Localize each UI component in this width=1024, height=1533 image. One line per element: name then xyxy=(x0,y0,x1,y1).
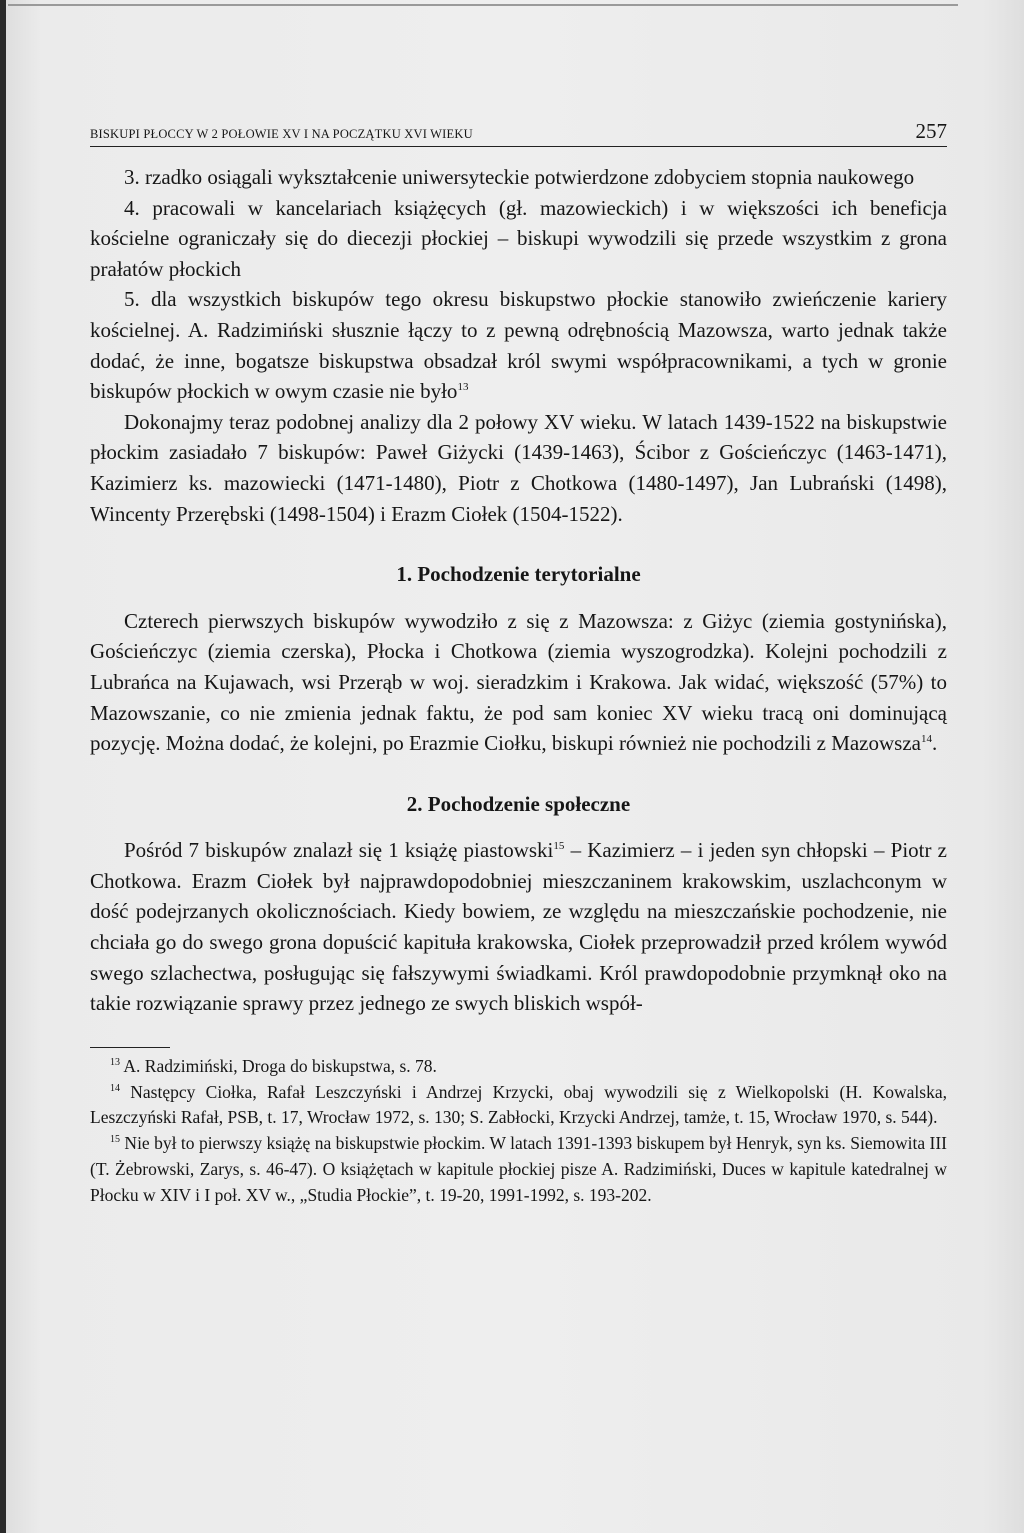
footnote-ref-14: 14 xyxy=(921,733,932,746)
list-item-4: 4. pracowali w kancelariach książęcych (gł. mazowieckich) i w większości ich beneficja kościelne ograniczały się do diecezji płockiej – biskupi wywodzili się przede wszystkim z grona prałatów płockich xyxy=(90,195,947,281)
section-heading-1: 1. Pochodzenie terytorialne xyxy=(396,562,641,587)
footnotes xyxy=(90,1054,947,1209)
section-1-paragraph xyxy=(90,606,947,759)
section-heading-2: 2. Pochodzenie społeczne xyxy=(406,791,631,816)
footnote-14-text: Następcy Ciołka, Rafał Leszczyński i Andrzej Krzycki, obaj wywodzili się z Wielkopolski (H. Kowalska, Leszczyński Rafał, PSB, t. 17, Wrocław 1972, s. 130; S. Zabłocki, Krzycki Andrzej, tamże, t. 15, Wrocław 1970, s. 544). xyxy=(90,1081,947,1128)
footnote-ref-15: 15 xyxy=(553,840,565,853)
footnote-13-text: A. Radzimiński, Droga do biskupstwa, s. 78. xyxy=(120,1055,437,1076)
paragraph-analysis: Dokonajmy teraz podobnej analizy dla 2 połowy XV wieku. W latach 1439-1522 na biskupstwie płockim zasiadało 7 biskupów: Paweł Giżycki (1439-1463), Ścibor z Gościeńczyc (1463-1471), Kazimierz ks. mazowiecki (1471-1480), Piotr z Chotkowa (1480-1497), Jan Lubrański (1498), Wincenty Przerębski (1498-1504) i Erazm Ciołek (1504-1522). xyxy=(90,409,947,526)
footnote-15-text: Nie był to pierwszy książę na biskupstwie płockim. W latach 1391-1393 biskupem był Henryk, syn ks. Siemowita III (T. Żebrowski, Zarys, s. 46-47). O książętach w kapitule płockiej pisze A. Radzimiński, Duces w kapitule katedralnej w Płocku w XIV i I poł. XV w., „Studia Płockie”, t. 19-20, 1991-1992, s. 193-202. xyxy=(90,1133,947,1205)
section-1-text: Czterech pierwszych biskupów wywodziło z się z Mazowsza: z Giżyc (ziemia gostynińska), Gościeńczyc (ziemia czerska), Płocka i Chotkowa (ziemia wyszogrodzka). Kolejni pochodzili z Lubrańca na Kujawach, wsi Przerąb w woj. sieradzkim i Krakowa. Jak widać, większość (57%) to Mazowszanie, co nie zmienia jednak faktu, że pod sam koniec XV wieku tracą oni dominującą pozycję. Można dodać, że kolejni, po Erazmie Ciołku, biskupi również nie pochodzili z Mazowsza xyxy=(90,608,947,756)
page-header xyxy=(90,118,947,147)
list-item-3: 3. rzadko osiągali wykształcenie uniwersyteckie potwierdzone zdobyciem stopnia naukowego xyxy=(124,165,915,189)
section-1-end: . xyxy=(932,731,938,756)
scan-top-edge xyxy=(8,4,958,6)
list-item-5 xyxy=(90,284,947,406)
footnote-14 xyxy=(90,1080,947,1132)
scan-binding-edge xyxy=(0,0,6,1533)
footnote-ref-13: 13 xyxy=(457,381,469,394)
page-number: 257 xyxy=(915,119,947,143)
page-body xyxy=(90,162,947,1209)
footnote-13-number: 13 xyxy=(110,1056,120,1068)
footnote-14-number: 14 xyxy=(110,1082,120,1094)
footnote-separator xyxy=(90,1047,170,1048)
list-item-5-text: 5. dla wszystkich biskupów tego okresu biskupstwo płockie stanowiło zwieńczenie kariery kościelnej. A. Radzimiński słusznie łączy to z pewną odrębnością Mazowsza, warto jednak także dodać, że inne, bogatsze biskupstwa obsadzał król swymi współpracownikami, a tych w gronie biskupów płockich w owym czasie nie było xyxy=(90,287,947,404)
section-2-text-b: – Kazimierz – i jeden syn chłopski – Piotr z Chotkowa. Erazm Ciołek był najprawdopodobniej mieszczaninem krakowskim, uszlachconym w dość podejrzanych okolicznościach. Kiedy bowiem, ze względu na mieszczańskie pochodzenie, nie chciała go do swego grona dopuścić kapituła krakowska, Ciołek przeprowadził przed królem wywód swego szlachectwa, posługując się fałszywymi świadkami. Król prawdopodobnie przymknął oko na takie rozwiązanie sprawy przez jednego ze swych bliskich współ- xyxy=(90,838,947,1016)
footnote-15 xyxy=(90,1131,947,1208)
section-2-text-a: Pośród 7 biskupów znalazł się 1 książę piastowski xyxy=(124,838,554,863)
section-2-paragraph xyxy=(90,835,947,1019)
running-head: BISKUPI PŁOCCY W 2 POŁOWIE XV I NA POCZĄTKU XVI WIEKU xyxy=(90,127,473,141)
footnote-15-number: 15 xyxy=(110,1134,120,1146)
footnote-13 xyxy=(90,1054,947,1080)
